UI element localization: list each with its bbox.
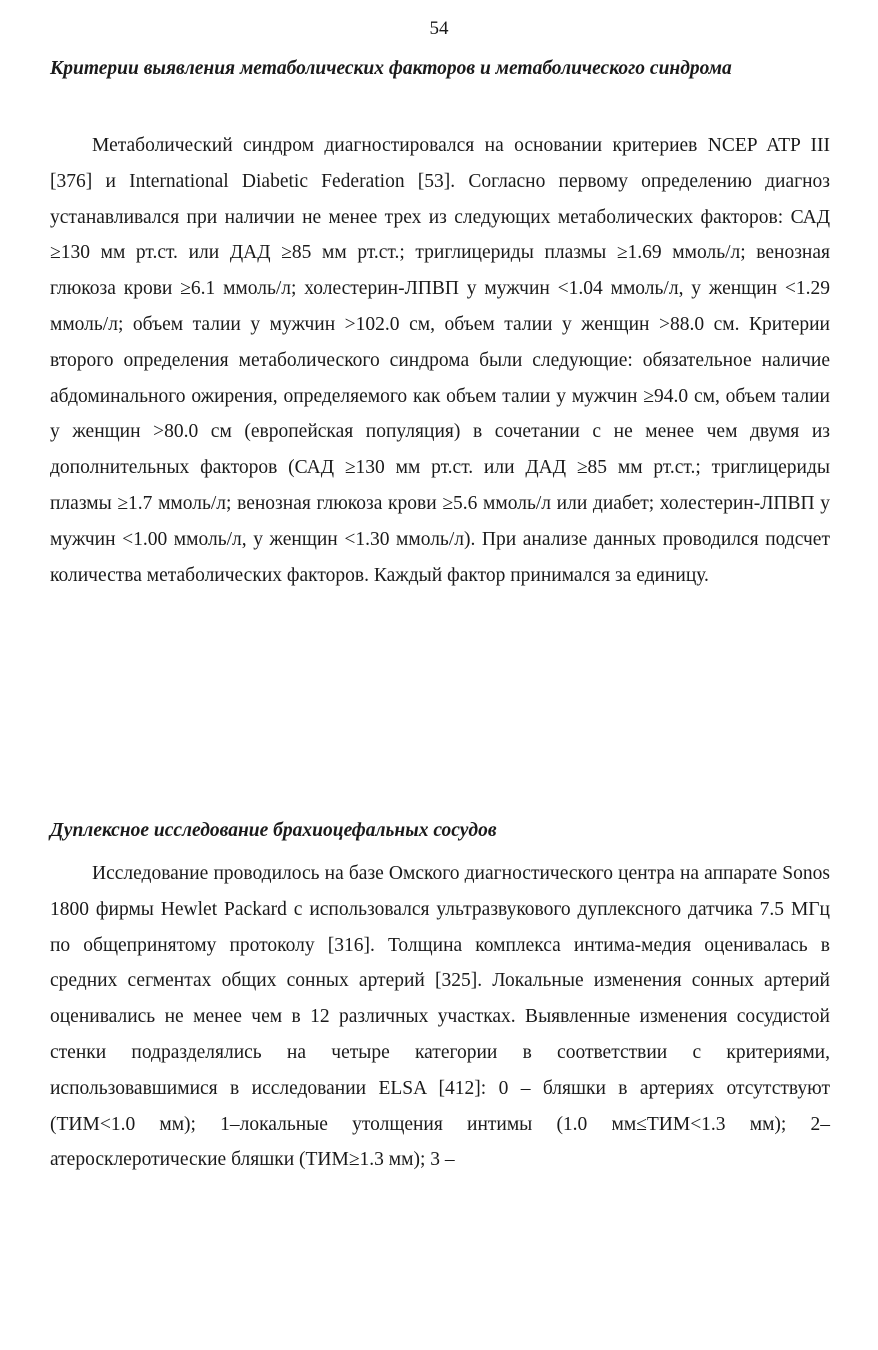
section-heading-metabolic-criteria: Критерии выявления метаболических факторов и метаболического синдрома — [50, 58, 732, 79]
paragraph-metabolic-criteria: Метаболический синдром диагностировался на основании критериев NCEP ATP III [376] и International Diabetic Federation [53]. Согласно первому определению диагноз устанавливался при наличии не менее трех из следующих метаболических факторов: САД ≥130 мм рт.ст. или ДАД ≥85 мм рт.ст.; триглицериды плазмы ≥1.69 ммоль/л; венозная глюкоза крови ≥6.1 ммоль/л; холестерин-ЛПВП у мужчин <1.04 ммоль/л, у женщин <1.29 ммоль/л; объем талии у мужчин >102.0 см, объем талии у женщин >88.0 см. Критерии второго определения метаболического синдрома были следующие: обязательное наличие абдоминального ожирения, определяемого как объем талии у мужчин ≥94.0 см, объем талии у женщин >80.0 см (европейская популяция) в сочетании с не менее чем двумя из дополнительных факторов (САД ≥130 мм рт.ст. или ДАД ≥85 мм рт.ст.; триглицериды плазмы ≥1.7 ммоль/л; венозная глюкоза крови ≥5.6 ммоль/л или диабет; холестерин-ЛПВП у мужчин <1.00 ммоль/л, у женщин <1.30 ммоль/л). При анализе данных проводился подсчет количества метаболических факторов. Каждый фактор принимался за единицу. — [50, 135, 830, 586]
page-number: 54 — [429, 18, 449, 39]
section-heading-duplex-study: Дуплексное исследование брахиоцефальных сосудов — [50, 820, 497, 841]
paragraph-duplex-study: Исследование проводилось на базе Омского диагностического центра на аппарате Sonos 1800 фирмы Hewlet Packard с использовался ультразвукового дуплексного датчика 7.5 МГц по общепринятому протоколу [316]. Толщина комплекса интима-медия оценивалась в средних сегментах общих сонных артерий [325]. Локальные изменения сонных артерий оценивались не менее чем в 12 различных участках. Выявленные изменения сосудистой стенки подразделялись на четыре категории в соответствии с критериями, использовавшимися в исследовании ELSA [412]: 0 – бляшки в артериях отсутствуют (ТИМ<1.0 мм); 1–локальные утолщения интимы (1.0 мм≤ТИМ<1.3 мм); 2–атеросклеротические бляшки (ТИМ≥1.3 мм); 3 – — [50, 863, 830, 1171]
